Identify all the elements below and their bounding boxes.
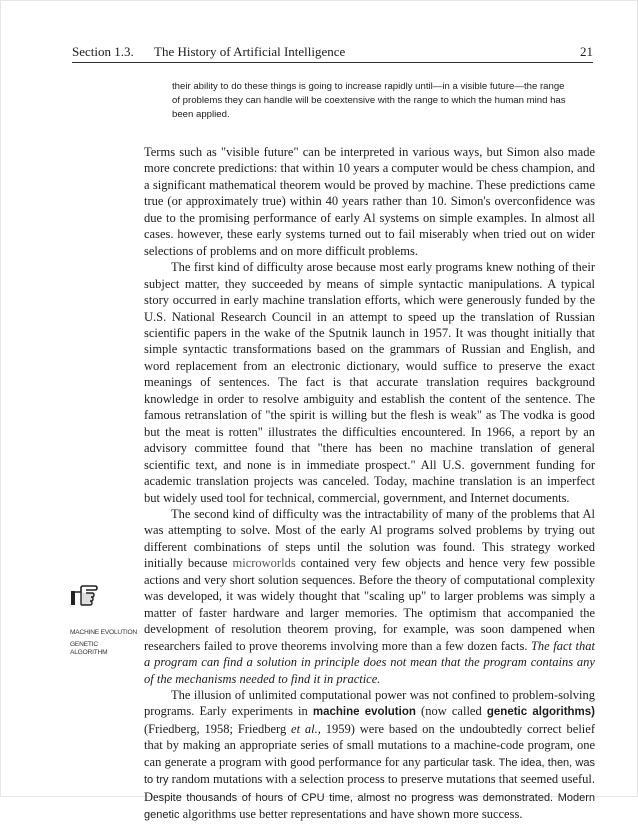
block-quote	[172, 80, 572, 122]
margin-note-machine-evolution: MACHINE EVOLUTION	[70, 629, 137, 636]
section-label: Section 1.3.	[72, 44, 134, 59]
p3-emphasis: The fact that a program can find a solution in principle does not mean that the program contains any of the mechanisms needed to find it in practice.	[144, 638, 595, 686]
p4-text-c: (now called	[415, 704, 487, 719]
p3-text-b: contained very few objects and hence very few possible actions and very short solution sequences. Before the theory of computational complexity was developed, it was widely thought that "scaling up" to larger problems was simply a matter of faster hardware and larger memories. The optimism that accompanied the development of resolution theorem proving, for example, was soon dampened when researchers failed to prove theorems involving more than a few dozen facts.	[144, 556, 595, 653]
paragraph-1: Terms such as "visible future" can be interpreted in various ways, but Simon also made more concrete predictions: that within 10 years a computer would be chess champion, and a significant mathematical theorem would be proved by machine. These predictions came true (or approximately true) within 40 years rather than 10. Simon's overconfidence was due to the promising performance of early Al systems on simple examples. In almost all cases. however, these early systems turned out to fail miserably when tried out on wider selections of problems and on more difficult problems.	[144, 145, 595, 258]
et-al: et al.,	[291, 721, 321, 736]
paragraph-2: The first kind of difficulty arose because most early programs knew nothing of their subject matter, they succeeded by means of simple syntactic manipulations. A typical story occurred in early machine translation efforts, which were generously funded by the U.S. National Research Council in an attempt to speed up the translation of Russian scientific papers in the wake of the Sputnik launch in 1957. It was thought initially that simple syntactic transformations based on the grammars of Russian and English, and word replacement from an electronic dictionary, would suffice to preserve the exact meanings of sentences. The fact is that accurate translation requires background knowledge in order to resolve ambiguity and establish the content of the sentence. The famous retranslation of "the spirit is willing but the flesh is weak" as The vodka is good but the meat is rotten" illustrates the difficulties encountered. In 1966, a report by an advisory committee found that "there has been no machine translation of general scientific text, and none is in immediate prospect." All U.S. government funding for academic translation projects was canceled. Today, machine translation is an imperfect but widely used tool for technical, commercial, government, and Internet documents.	[144, 260, 595, 505]
margin-note-genetic: GENETIC	[70, 641, 98, 649]
p4-text-e: 1959) were based on the undoubtedly correct belief that by making an appropriate series of small mutations to a machine-code program, one can generate a program with good performance for any	[144, 721, 595, 769]
p4-sans-1: particular task. The idea, then, was to try	[144, 756, 595, 787]
p4-text-a: The illusion of unlimited computational power was not confined to problem-solving programs. Early experiments in	[144, 687, 595, 719]
pointing-hand-icon	[70, 583, 98, 607]
p4-text-g: algorithms use better representations and have shown more success.	[179, 807, 523, 822]
paragraph-3	[144, 506, 595, 687]
margin-notes	[70, 629, 142, 658]
chapter-title: The History of Artificial Intelligence	[154, 44, 346, 59]
term-genetic-algorithms: genetic algorithms)	[486, 706, 595, 719]
page-number: 21	[580, 44, 593, 59]
running-header	[72, 44, 593, 63]
body-text	[144, 144, 595, 824]
paragraph-4	[144, 687, 595, 824]
term-machine-evolution: machine evolution	[312, 706, 416, 719]
margin-note-algorithm: ALGORITHM	[70, 649, 108, 657]
p4-text-f: random mutations with a selection process to preserve mutations that seemed useful. De	[144, 772, 595, 804]
quote-text: their ability to do these things is going to increase rapidly until—in a visible future—the range of problems they can handle will be coextensive with the range to which the human mind has been applied.	[172, 81, 566, 120]
microworlds-term: microworlds	[232, 556, 296, 571]
p4-text-d: (Friedberg, 1958; Friedberg	[144, 721, 292, 736]
p4-sans-2: spite thousands of hours of CPU time, almost no progress was demonstrated. Modern genetic	[144, 791, 595, 822]
p3-text-a: The second kind of difficulty was the intractability of many of the problems that Al was attempting to solve. Most of the early Al programs solved problems by trying out different combinations of steps until the solution was found. This strategy worked initially because	[144, 506, 595, 571]
